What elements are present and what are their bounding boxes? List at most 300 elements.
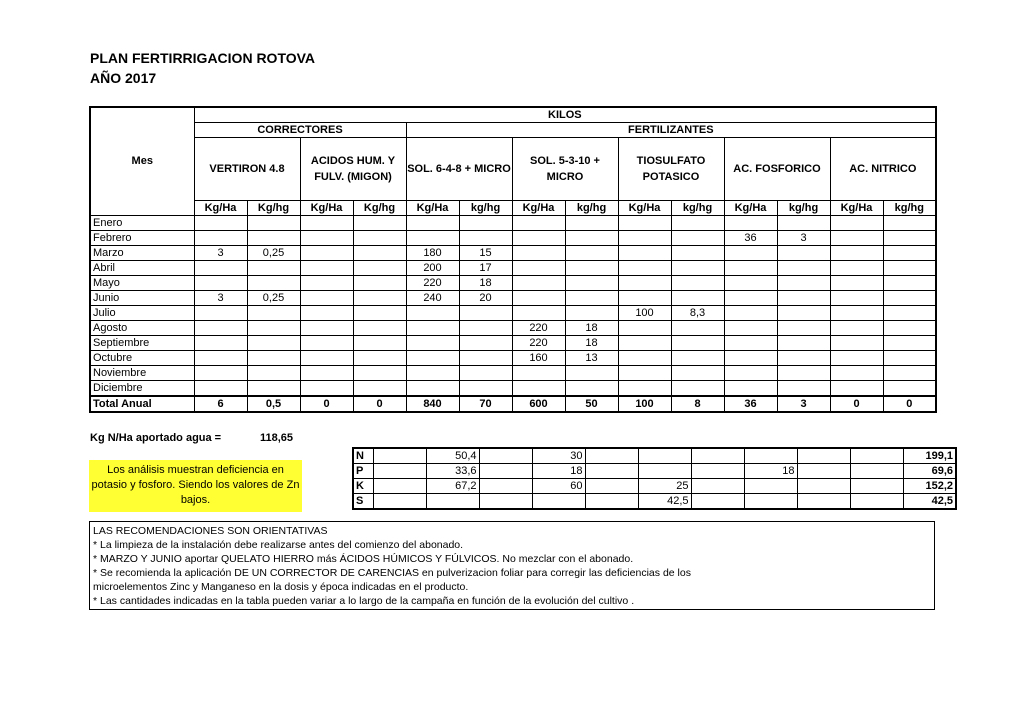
value-cell: 3 (194, 291, 247, 306)
nutrient-value (373, 448, 426, 464)
value-cell (777, 381, 830, 397)
value-cell (512, 366, 565, 381)
value-cell: 180 (406, 246, 459, 261)
nutrient-value (479, 464, 532, 479)
value-cell (194, 366, 247, 381)
value-cell (194, 336, 247, 351)
nutrient-value: 30 (532, 448, 585, 464)
total-cell: 3 (777, 396, 830, 412)
value-cell: 20 (459, 291, 512, 306)
value-cell (883, 261, 936, 276)
value-cell (724, 306, 777, 321)
value-cell (883, 321, 936, 336)
nutrient-value (479, 448, 532, 464)
value-cell (830, 351, 883, 366)
value-cell (300, 366, 353, 381)
value-cell: 13 (565, 351, 618, 366)
value-cell (247, 321, 300, 336)
value-cell (777, 306, 830, 321)
value-cell (406, 366, 459, 381)
unit-header: Kg/Ha (512, 201, 565, 216)
value-cell (512, 291, 565, 306)
value-cell (724, 321, 777, 336)
nutrient-value (373, 494, 426, 510)
nutrient-label: S (353, 494, 373, 510)
product-header: SOL. 5-3-10 + MICRO (512, 138, 618, 201)
value-cell (830, 276, 883, 291)
value-cell (194, 351, 247, 366)
recommendations-box (89, 521, 935, 610)
value-cell: 17 (459, 261, 512, 276)
value-cell: 220 (512, 336, 565, 351)
unit-header: Kg/Ha (618, 201, 671, 216)
value-cell: 18 (565, 321, 618, 336)
value-cell (300, 216, 353, 231)
value-cell (830, 231, 883, 246)
month-cell: Enero (90, 216, 194, 231)
total-cell: 70 (459, 396, 512, 412)
value-cell (777, 336, 830, 351)
value-cell (406, 381, 459, 397)
value-cell (671, 381, 724, 397)
value-cell (353, 216, 406, 231)
value-cell (618, 381, 671, 397)
table-row (90, 276, 936, 291)
value-cell (671, 216, 724, 231)
product-header: VERTIRON 4.8 (194, 138, 300, 201)
recommendation-line: * MARZO Y JUNIO aportar QUELATO HIERRO más ÁCIDOS HÚMICOS Y FÚLVICOS. No mezclar con el abonado. (93, 553, 634, 565)
product-header: AC. NITRICO (830, 138, 936, 201)
nutrient-value (373, 479, 426, 494)
recommendation-line: * Las cantidades indicadas en la tabla pueden variar a lo largo de la campaña en función de la evolución del cultivo . (93, 595, 635, 607)
value-cell (353, 231, 406, 246)
product-header: SOL. 6-4-8 + MICRO (406, 138, 512, 201)
value-cell (618, 291, 671, 306)
total-cell: 0 (830, 396, 883, 412)
nutrient-value (373, 464, 426, 479)
nutrient-value (691, 464, 744, 479)
value-cell (247, 381, 300, 397)
value-cell (724, 351, 777, 366)
value-cell (724, 246, 777, 261)
value-cell (671, 351, 724, 366)
table-row (90, 231, 936, 246)
value-cell (300, 261, 353, 276)
value-cell (671, 366, 724, 381)
value-cell (724, 291, 777, 306)
value-cell (353, 261, 406, 276)
value-cell (724, 261, 777, 276)
value-cell (194, 381, 247, 397)
total-cell: 0 (353, 396, 406, 412)
value-cell: 100 (618, 306, 671, 321)
value-cell (512, 246, 565, 261)
product-row (90, 138, 936, 201)
nutrient-value (850, 494, 903, 510)
value-cell (883, 231, 936, 246)
value-cell (830, 246, 883, 261)
value-cell (777, 216, 830, 231)
unit-header: Kg/Ha (830, 201, 883, 216)
value-cell (194, 261, 247, 276)
nutrient-value (479, 494, 532, 510)
nutrient-value (638, 448, 691, 464)
nutrient-value (850, 479, 903, 494)
nutrient-value (585, 479, 638, 494)
value-cell (300, 276, 353, 291)
value-cell (618, 366, 671, 381)
value-cell (565, 231, 618, 246)
nutrient-value (744, 494, 797, 510)
month-cell: Agosto (90, 321, 194, 336)
total-cell: 8 (671, 396, 724, 412)
nutrient-value (797, 448, 850, 464)
value-cell: 0,25 (247, 291, 300, 306)
nutrient-value (638, 464, 691, 479)
value-cell (353, 381, 406, 397)
nutrient-value (426, 494, 479, 510)
nutrient-value: 33,6 (426, 464, 479, 479)
value-cell: 220 (512, 321, 565, 336)
value-cell (565, 291, 618, 306)
value-cell (353, 306, 406, 321)
page-subtitle: AÑO 2017 (90, 70, 157, 86)
table-row (90, 336, 936, 351)
nutrient-total: 69,6 (903, 464, 956, 479)
nutrient-total: 199,1 (903, 448, 956, 464)
nutrient-value (532, 494, 585, 510)
value-cell (618, 261, 671, 276)
table-row (90, 366, 936, 381)
value-cell (300, 381, 353, 397)
value-cell (300, 246, 353, 261)
nutrient-value: 42,5 (638, 494, 691, 510)
value-cell (459, 231, 512, 246)
value-cell (459, 336, 512, 351)
value-cell (724, 336, 777, 351)
value-cell (777, 246, 830, 261)
value-cell (618, 276, 671, 291)
product-header: ACIDOS HUM. Y FULV. (MIGON) (300, 138, 406, 201)
value-cell (565, 306, 618, 321)
unit-header: kg/hg (671, 201, 724, 216)
value-cell (777, 261, 830, 276)
unit-header: Kg/Ha (724, 201, 777, 216)
value-cell: 36 (724, 231, 777, 246)
value-cell: 18 (459, 276, 512, 291)
total-cell: 36 (724, 396, 777, 412)
kg-n-label: Kg N/Ha aportado agua = (90, 432, 222, 444)
value-cell (194, 231, 247, 246)
fertirrigation-table (89, 106, 937, 413)
value-cell (777, 321, 830, 336)
value-cell (459, 216, 512, 231)
value-cell (247, 231, 300, 246)
value-cell (618, 336, 671, 351)
value-cell: 18 (565, 336, 618, 351)
table-row (90, 246, 936, 261)
value-cell (883, 291, 936, 306)
value-cell (724, 366, 777, 381)
table-row (90, 306, 936, 321)
value-cell (618, 231, 671, 246)
value-cell (194, 306, 247, 321)
correctores-header: CORRECTORES (194, 123, 406, 138)
product-header: TIOSULFATO POTASICO (618, 138, 724, 201)
value-cell (512, 231, 565, 246)
value-cell (565, 261, 618, 276)
value-cell (618, 216, 671, 231)
unit-header: kg/hg (777, 201, 830, 216)
value-cell (300, 306, 353, 321)
value-cell (883, 336, 936, 351)
recommendation-line: * Se recomienda la aplicación DE UN CORRECTOR DE CARENCIAS en pulverizacion foliar para corregir las deficiencias de los (93, 567, 691, 579)
value-cell (512, 216, 565, 231)
value-cell (247, 216, 300, 231)
month-cell: Abril (90, 261, 194, 276)
nutrient-total: 42,5 (903, 494, 956, 510)
month-cell: Febrero (90, 231, 194, 246)
value-cell: 15 (459, 246, 512, 261)
kilos-header: KILOS (194, 107, 936, 123)
value-cell (618, 246, 671, 261)
value-cell (671, 336, 724, 351)
value-cell (618, 321, 671, 336)
value-cell (353, 321, 406, 336)
month-cell: Octubre (90, 351, 194, 366)
value-cell (883, 216, 936, 231)
value-cell (512, 306, 565, 321)
value-cell (830, 261, 883, 276)
value-cell (883, 306, 936, 321)
value-cell (512, 276, 565, 291)
value-cell (300, 231, 353, 246)
value-cell (883, 276, 936, 291)
value-cell (194, 276, 247, 291)
value-cell (512, 261, 565, 276)
nutrient-value: 18 (744, 464, 797, 479)
value-cell (459, 366, 512, 381)
nutrient-value (479, 479, 532, 494)
value-cell (406, 321, 459, 336)
unit-header: Kg/hg (353, 201, 406, 216)
month-cell: Julio (90, 306, 194, 321)
unit-header: Kg/Ha (194, 201, 247, 216)
total-cell: 100 (618, 396, 671, 412)
total-row (90, 396, 936, 412)
nutrient-value (850, 464, 903, 479)
value-cell (830, 291, 883, 306)
nutrient-value (691, 448, 744, 464)
value-cell (830, 306, 883, 321)
value-cell: 200 (406, 261, 459, 276)
nutrient-value: 60 (532, 479, 585, 494)
mes-header: Mes (90, 107, 194, 216)
value-cell (353, 291, 406, 306)
recommendations-title: LAS RECOMENDACIONES SON ORIENTATIVAS (93, 525, 328, 537)
unit-header: kg/hg (883, 201, 936, 216)
analysis-note: Los análisis muestran deficiencia en potasio y fosforo. Siendo los valores de Zn bajos. (89, 460, 302, 512)
total-cell: 0,5 (247, 396, 300, 412)
nutrient-value (585, 464, 638, 479)
nutrient-value: 50,4 (426, 448, 479, 464)
units-row (90, 201, 936, 216)
month-cell: Noviembre (90, 366, 194, 381)
value-cell (724, 276, 777, 291)
total-cell: 0 (883, 396, 936, 412)
nutrient-value (585, 494, 638, 510)
nutrient-value (585, 448, 638, 464)
recommendation-line: microelementos Zinc y Manganeso en la dosis y época indicadas en el producto. (93, 581, 469, 593)
nutrient-value: 67,2 (426, 479, 479, 494)
value-cell (671, 261, 724, 276)
month-cell: Septiembre (90, 336, 194, 351)
value-cell (247, 276, 300, 291)
total-label: Total Anual (90, 396, 194, 412)
nutrient-value (797, 494, 850, 510)
value-cell (883, 351, 936, 366)
month-cell: Mayo (90, 276, 194, 291)
value-cell (883, 366, 936, 381)
value-cell: 240 (406, 291, 459, 306)
recommendation-line: * La limpieza de la instalación debe realizarse antes del comienzo del abonado. (93, 539, 464, 551)
value-cell (406, 336, 459, 351)
value-cell (353, 246, 406, 261)
table-row (90, 291, 936, 306)
total-cell: 600 (512, 396, 565, 412)
value-cell (883, 381, 936, 397)
month-cell: Marzo (90, 246, 194, 261)
product-header: AC. FOSFORICO (724, 138, 830, 201)
value-cell (459, 351, 512, 366)
table-row (90, 321, 936, 336)
nutrient-total: 152,2 (903, 479, 956, 494)
value-cell: 3 (194, 246, 247, 261)
value-cell (671, 276, 724, 291)
value-cell (353, 366, 406, 381)
nutrient-row (353, 448, 956, 464)
value-cell (777, 291, 830, 306)
month-cell: Diciembre (90, 381, 194, 397)
kg-n-value: 118,65 (260, 432, 294, 444)
nutrient-label: N (353, 448, 373, 464)
value-cell (459, 321, 512, 336)
value-cell (459, 381, 512, 397)
value-cell (671, 246, 724, 261)
month-cell: Junio (90, 291, 194, 306)
unit-header: kg/hg (459, 201, 512, 216)
header-row-1 (90, 107, 936, 123)
value-cell (565, 366, 618, 381)
nutrient-value (797, 464, 850, 479)
value-cell (830, 321, 883, 336)
value-cell (194, 321, 247, 336)
value-cell (618, 351, 671, 366)
nutrient-row (353, 479, 956, 494)
total-cell: 840 (406, 396, 459, 412)
fertilizantes-header: FERTILIZANTES (406, 123, 936, 138)
table-row (90, 216, 936, 231)
value-cell (247, 306, 300, 321)
value-cell (724, 381, 777, 397)
nutrient-value (744, 479, 797, 494)
value-cell (777, 351, 830, 366)
value-cell (777, 276, 830, 291)
value-cell (406, 216, 459, 231)
nutrient-value (691, 479, 744, 494)
unit-header: Kg/Ha (406, 201, 459, 216)
nutrient-row (353, 494, 956, 510)
nutrient-label: P (353, 464, 373, 479)
nutrient-value: 18 (532, 464, 585, 479)
value-cell (883, 246, 936, 261)
value-cell (300, 351, 353, 366)
value-cell (247, 366, 300, 381)
value-cell: 0,25 (247, 246, 300, 261)
value-cell (300, 291, 353, 306)
value-cell (830, 381, 883, 397)
value-cell (671, 231, 724, 246)
value-cell (459, 306, 512, 321)
value-cell: 160 (512, 351, 565, 366)
value-cell (406, 351, 459, 366)
nutrient-value (850, 448, 903, 464)
nutrient-table (352, 447, 957, 510)
value-cell (777, 366, 830, 381)
value-cell (353, 351, 406, 366)
value-cell (565, 276, 618, 291)
value-cell (406, 306, 459, 321)
value-cell (247, 351, 300, 366)
nutrient-row (353, 464, 956, 479)
total-cell: 0 (300, 396, 353, 412)
value-cell (830, 336, 883, 351)
value-cell (406, 231, 459, 246)
nutrient-value (691, 494, 744, 510)
value-cell: 8,3 (671, 306, 724, 321)
unit-header: Kg/hg (247, 201, 300, 216)
total-cell: 50 (565, 396, 618, 412)
value-cell (724, 216, 777, 231)
nutrient-value (797, 479, 850, 494)
total-cell: 6 (194, 396, 247, 412)
value-cell (247, 336, 300, 351)
value-cell (353, 336, 406, 351)
value-cell (565, 216, 618, 231)
value-cell: 3 (777, 231, 830, 246)
header-row-2 (90, 123, 936, 138)
value-cell (565, 246, 618, 261)
value-cell (300, 336, 353, 351)
page-title: PLAN FERTIRRIGACION ROTOVA (90, 50, 316, 66)
table-row (90, 261, 936, 276)
value-cell (194, 216, 247, 231)
value-cell (671, 321, 724, 336)
table-row (90, 351, 936, 366)
unit-header: kg/hg (565, 201, 618, 216)
value-cell (353, 276, 406, 291)
value-cell (300, 321, 353, 336)
nutrient-value (744, 448, 797, 464)
nutrient-label: K (353, 479, 373, 494)
nutrient-value: 25 (638, 479, 691, 494)
value-cell: 220 (406, 276, 459, 291)
unit-header: Kg/Ha (300, 201, 353, 216)
value-cell (512, 381, 565, 397)
value-cell (247, 261, 300, 276)
value-cell (830, 366, 883, 381)
table-row (90, 381, 936, 397)
